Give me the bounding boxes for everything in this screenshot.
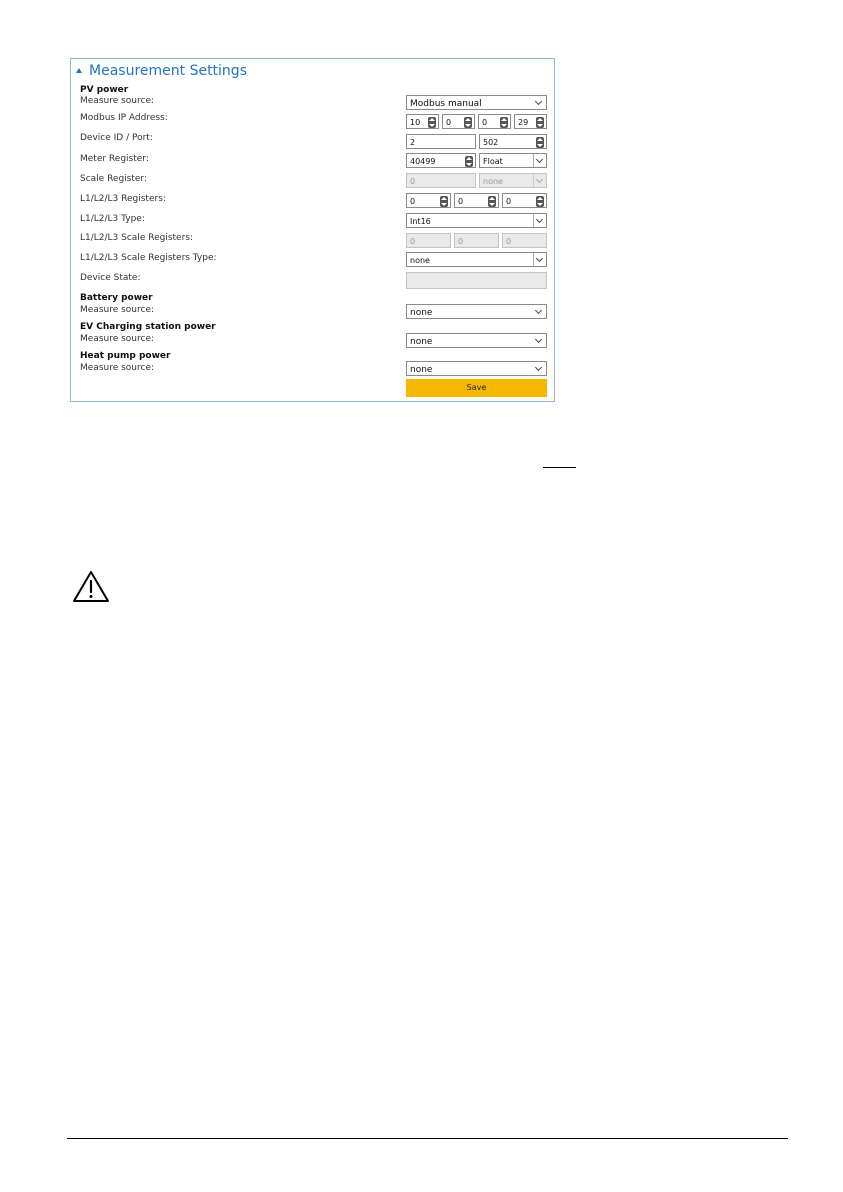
meter-register-value: 40499 [410, 157, 436, 166]
ip-octet-3-input[interactable] [478, 114, 511, 129]
battery-power-heading: Battery power [80, 293, 153, 303]
ip-octet-1-input[interactable] [406, 114, 439, 129]
device-state-label: Device State: [80, 273, 141, 283]
ip-octet-1-value: 10 [410, 118, 421, 127]
ip-octet-3-value: 0 [482, 118, 488, 127]
l1-register-input[interactable] [406, 193, 451, 208]
warning-triangle-icon [72, 570, 110, 603]
battery-measure-source-select[interactable] [406, 304, 547, 319]
spinner-icon[interactable] [536, 196, 544, 207]
ev-measure-source-select[interactable] [406, 333, 547, 348]
port-value: 502 [483, 138, 499, 147]
scale-register-value: 0 [410, 177, 416, 186]
l3-scale-value: 0 [506, 237, 512, 246]
ip-octet-2-input[interactable] [442, 114, 475, 129]
spinner-icon[interactable] [465, 156, 473, 167]
underline-mark [543, 467, 576, 468]
ev-measure-source-value: none [410, 337, 433, 347]
device-port-label: Device ID / Port: [80, 133, 153, 143]
l2-register-value: 0 [458, 197, 464, 206]
l-type-label: L1/L2/L3 Type: [80, 214, 145, 224]
meter-register-label: Meter Register: [80, 154, 149, 164]
ev-measure-source-label: Measure source: [80, 334, 155, 344]
chevron-down-icon [533, 154, 546, 167]
l1-scale-value: 0 [410, 237, 416, 246]
meter-type-select[interactable] [479, 153, 547, 168]
spinner-icon[interactable] [536, 137, 544, 148]
save-button[interactable]: Save [406, 379, 547, 397]
scale-register-label: Scale Register: [80, 174, 148, 184]
measurement-settings-panel [70, 58, 555, 402]
meter-register-input[interactable] [406, 153, 476, 168]
chevron-down-icon [533, 362, 546, 375]
pv-measure-source-label: Measure source: [80, 96, 155, 106]
spinner-icon[interactable] [428, 117, 436, 128]
chevron-down-icon [533, 174, 546, 187]
ev-power-heading: EV Charging station power [80, 322, 216, 332]
chevron-down-icon [533, 214, 546, 227]
l-registers-label: L1/L2/L3 Registers: [80, 194, 166, 204]
ip-octet-4-value: 29 [518, 118, 529, 127]
l3-register-input[interactable] [502, 193, 547, 208]
spinner-icon[interactable] [488, 196, 496, 207]
pv-power-heading: PV power [80, 85, 129, 95]
spinner-icon[interactable] [464, 117, 472, 128]
scale-type-value: none [483, 177, 503, 186]
chevron-down-icon [533, 96, 546, 109]
pv-measure-source-select[interactable] [406, 95, 547, 110]
device-id-input[interactable] [406, 134, 476, 149]
panel-title: Measurement Settings [89, 63, 247, 79]
l2-scale-value: 0 [458, 237, 464, 246]
scale-register-input [406, 173, 476, 188]
chevron-down-icon [533, 334, 546, 347]
l-type-value: Int16 [410, 217, 431, 226]
footer-rule [67, 1138, 788, 1139]
pv-measure-source-value: Modbus manual [410, 99, 482, 109]
l1-scale-register-input [406, 233, 451, 248]
spinner-icon[interactable] [500, 117, 508, 128]
ip-octet-4-input[interactable] [514, 114, 547, 129]
l-scale-type-select[interactable] [406, 252, 547, 267]
modbus-ip-label: Modbus IP Address: [80, 113, 168, 123]
l3-scale-register-input [502, 233, 547, 248]
l-type-select[interactable] [406, 213, 547, 228]
ip-octet-2-value: 0 [446, 118, 452, 127]
spinner-icon[interactable] [440, 196, 448, 207]
heatpump-measure-source-value: none [410, 365, 433, 375]
device-state-field [406, 272, 547, 289]
l-scale-type-value: none [410, 256, 430, 265]
collapse-triangle-icon[interactable] [76, 68, 82, 73]
chevron-down-icon [533, 253, 546, 266]
heatpump-power-heading: Heat pump power [80, 351, 171, 361]
scale-type-select [479, 173, 547, 188]
l2-scale-register-input [454, 233, 499, 248]
heatpump-measure-source-select[interactable] [406, 361, 547, 376]
battery-measure-source-value: none [410, 308, 433, 318]
battery-measure-source-label: Measure source: [80, 305, 155, 315]
l-scale-registers-label: L1/L2/L3 Scale Registers: [80, 233, 193, 243]
spinner-icon[interactable] [536, 117, 544, 128]
port-input[interactable] [479, 134, 547, 149]
heatpump-measure-source-label: Measure source: [80, 363, 155, 373]
chevron-down-icon [533, 305, 546, 318]
l1-register-value: 0 [410, 197, 416, 206]
meter-type-value: Float [483, 157, 503, 166]
l3-register-value: 0 [506, 197, 512, 206]
panel-header[interactable] [71, 59, 554, 85]
device-id-value: 2 [410, 138, 416, 147]
l2-register-input[interactable] [454, 193, 499, 208]
l-scale-type-label: L1/L2/L3 Scale Registers Type: [80, 253, 217, 263]
